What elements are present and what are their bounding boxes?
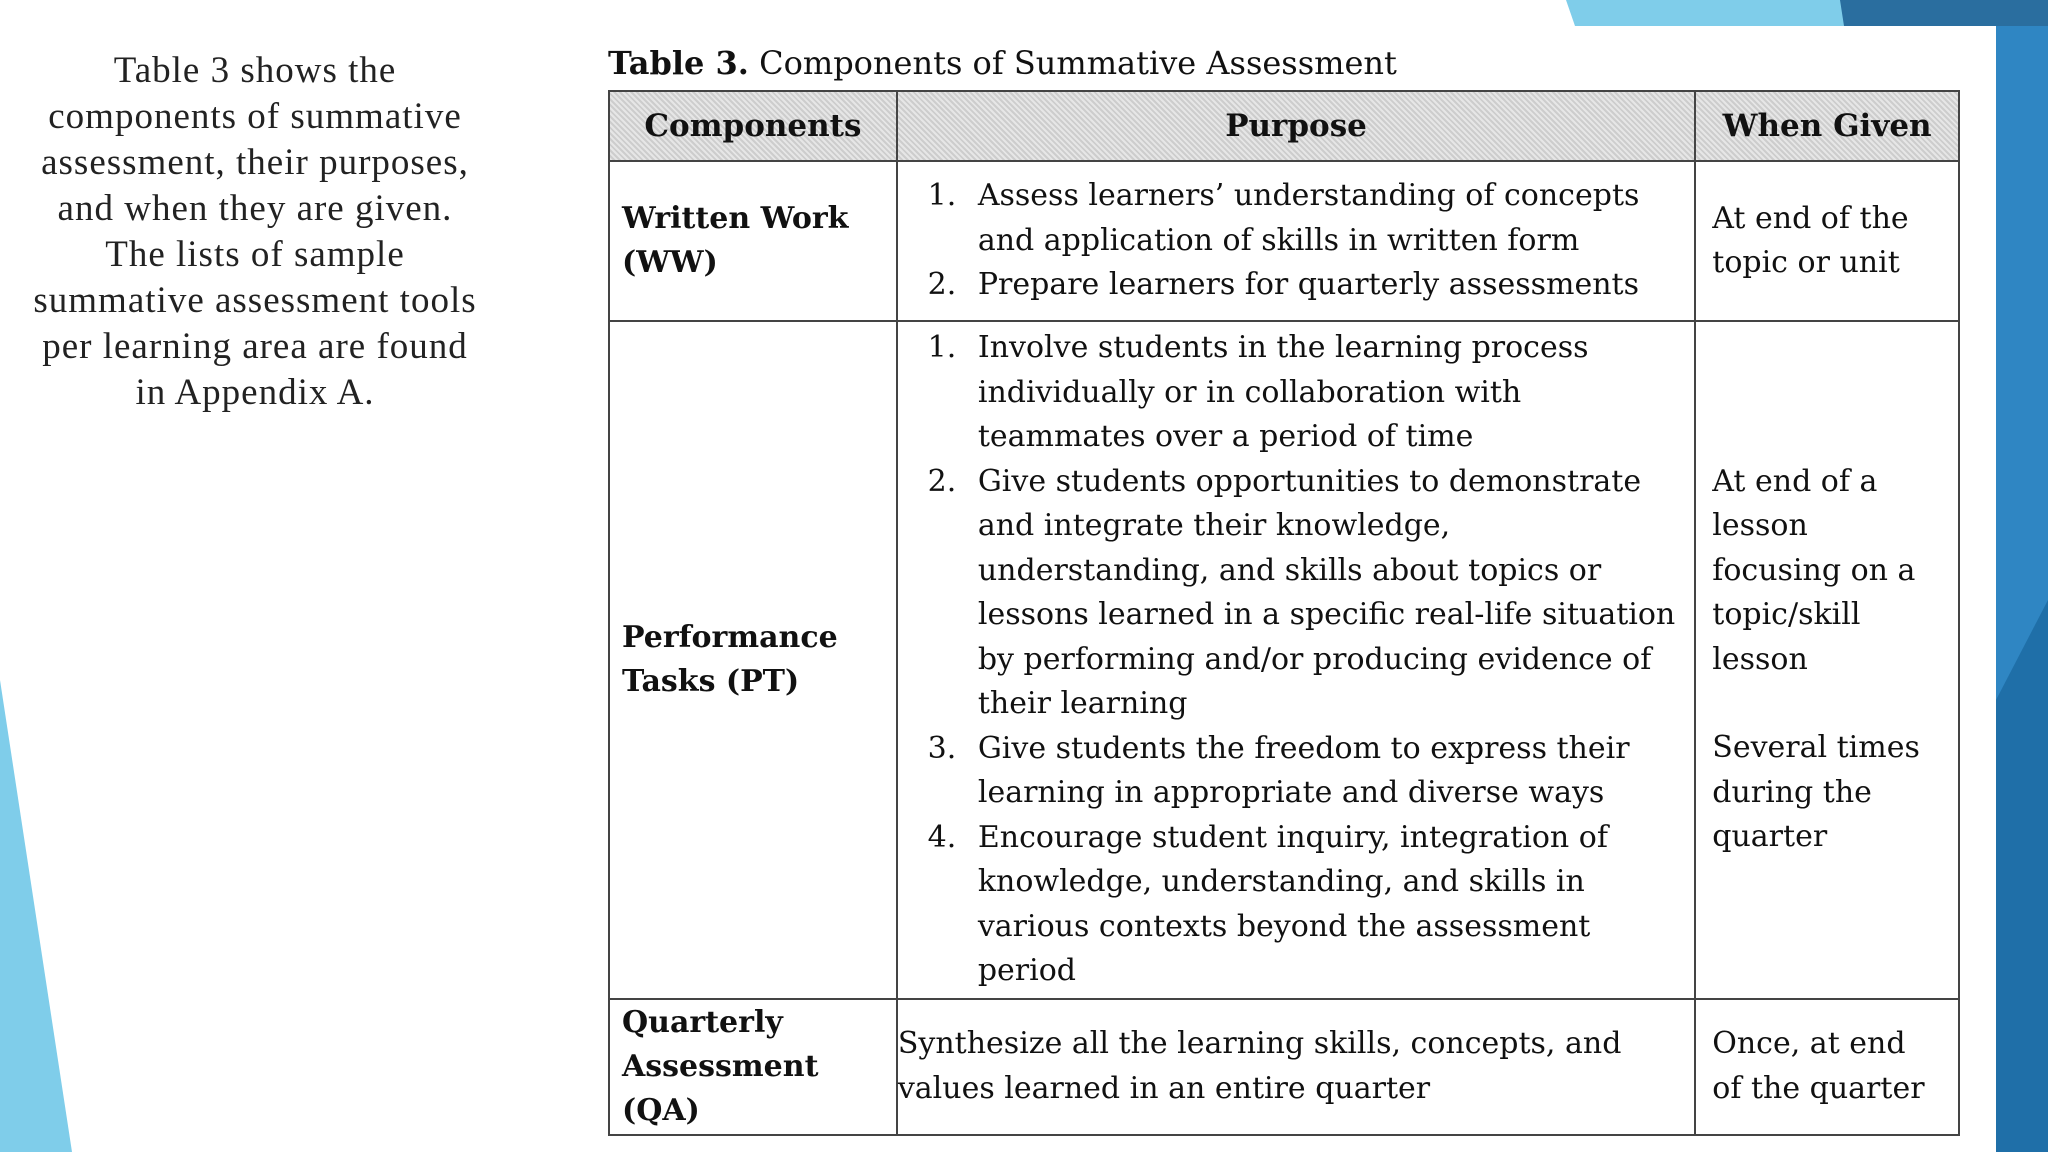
when-item: At end of a lesson focusing on a topic/skill lesson (1712, 463, 1916, 677)
table-row-performance-tasks (609, 321, 1959, 999)
table-row-written-work (609, 161, 1959, 321)
when-written-work: At end of the topic or unit (1695, 161, 1959, 321)
purpose-list-pt (908, 326, 1684, 994)
purpose-item: 1. Involve students in the learning process individually or in collaboration with teammates over a period of time (966, 326, 1684, 460)
purpose-item: 3. Give students the freedom to express their learning in appropriate and diverse ways (966, 727, 1684, 816)
when-item: Several times during the quarter (1712, 730, 1920, 855)
when-spacer (1712, 682, 1942, 726)
when-performance-tasks (1695, 321, 1959, 999)
side-description: Table 3 shows the components of summative assessment, their purposes, and when they are given. The lists of sample summative assessment tools per learning area are found in Appendix A. (33, 50, 477, 413)
purpose-quarterly-assessment: Synthesize all the learning skills, concepts, and values learned in an entire quarter (897, 999, 1695, 1135)
purpose-written-work (897, 161, 1695, 321)
purpose-item: 2. Prepare learners for quarterly assessments (966, 263, 1684, 308)
component-performance-tasks: Performance Tasks (PT) (609, 321, 897, 999)
top-right-dark-band (1840, 0, 2048, 26)
purpose-item: 2. Give students opportunities to demonstrate and integrate their knowledge, understanding, and skills about topics or lessons learned in a specific real-life situation by performing and/or producing evidence of their learning (966, 460, 1684, 727)
header-when-given: When Given (1695, 91, 1959, 161)
table-header-row (609, 91, 1959, 161)
table-row-quarterly-assessment (609, 999, 1959, 1135)
left-edge-triangle (0, 680, 72, 1152)
component-quarterly-assessment: Quarterly Assessment (QA) (609, 999, 897, 1135)
table-caption-title: Components of Summative Assessment (759, 44, 1397, 82)
table-caption (608, 44, 1397, 82)
components-table (608, 90, 1960, 1136)
header-components: Components (609, 91, 897, 161)
purpose-list-ww (908, 174, 1684, 308)
header-purpose: Purpose (897, 91, 1695, 161)
when-quarterly-assessment: Once, at end of the quarter (1695, 999, 1959, 1135)
table-caption-label: Table 3. (608, 44, 749, 82)
component-written-work: Written Work (WW) (609, 161, 897, 321)
purpose-item: 1. Assess learners’ understanding of concepts and application of skills in written form (966, 174, 1684, 263)
purpose-performance-tasks (897, 321, 1695, 999)
purpose-item: 4. Encourage student inquiry, integration of knowledge, understanding, and skills in various contexts beyond the assessment period (966, 816, 1684, 994)
